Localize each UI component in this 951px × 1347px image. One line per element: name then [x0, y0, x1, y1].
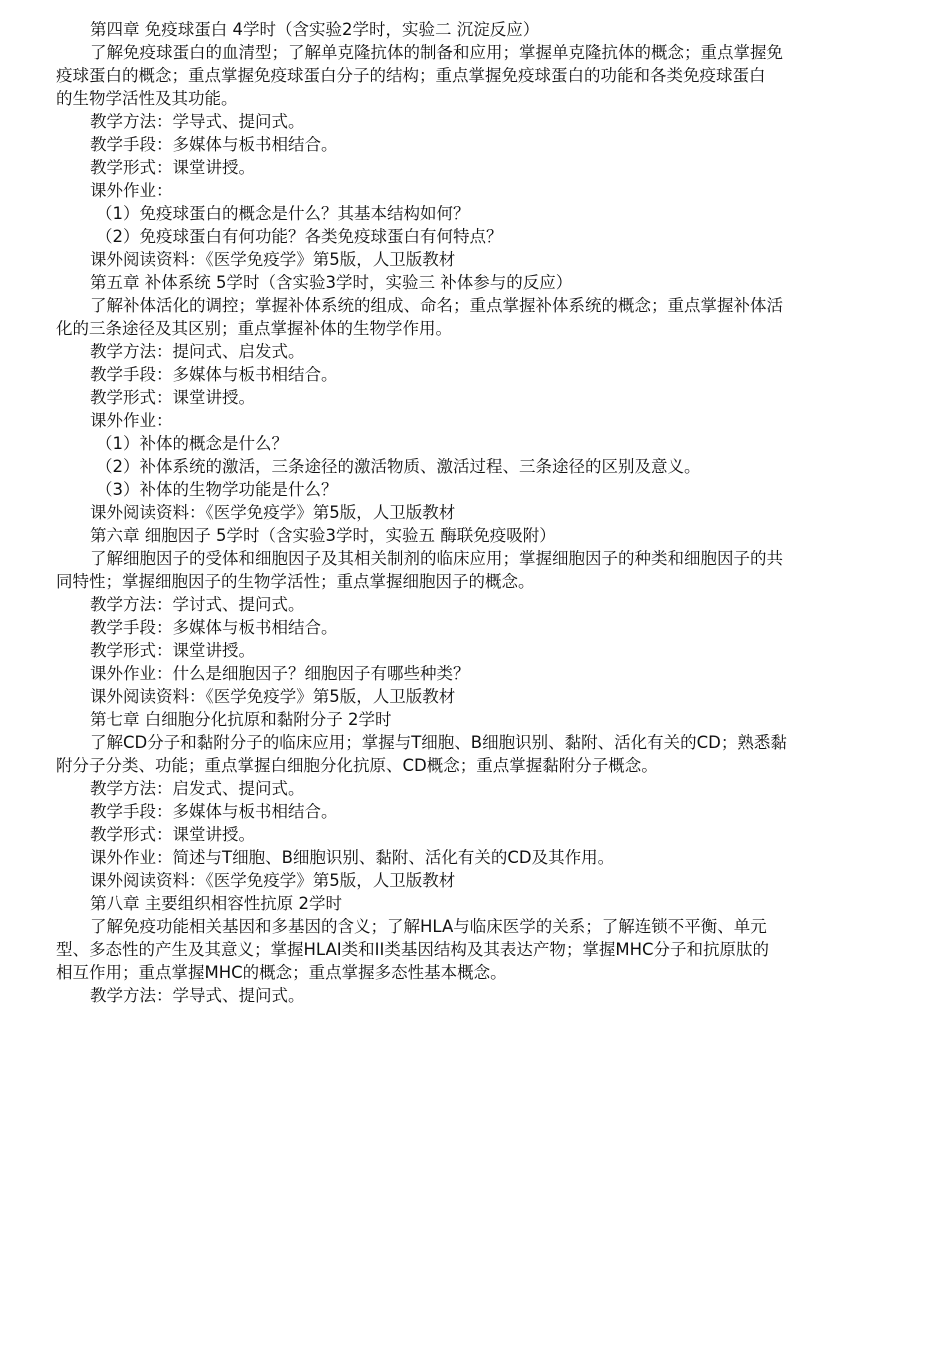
- text-line: 课外阅读资料：《医学免疫学》第5版，人卫版教材: [90, 250, 456, 269]
- text-line: 了解细胞因子的受体和细胞因子及其相关制剂的临床应用；掌握细胞因子的种类和细胞因子的共: [90, 549, 783, 568]
- text-line: 课外阅读资料：《医学免疫学》第5版，人卫版教材: [90, 503, 456, 522]
- text-line: 教学方法：学导式、提问式。: [90, 112, 305, 131]
- text-line: 课外作业：: [90, 181, 173, 200]
- text-line: 第四章 免疫球蛋白 4学时（含实验2学时，实验二 沉淀反应）: [90, 20, 540, 39]
- text-line: 教学手段：多媒体与板书相结合。: [90, 135, 338, 154]
- text-line: 教学手段：多媒体与板书相结合。: [90, 618, 338, 637]
- text-line: 第七章 白细胞分化抗原和黏附分子 2学时: [90, 710, 392, 729]
- text-line: 教学手段：多媒体与板书相结合。: [90, 802, 338, 821]
- text-line: 课外作业：简述与T细胞、B细胞识别、黏附、活化有关的CD及其作用。: [90, 848, 615, 867]
- text-line: 教学方法：启发式、提问式。: [90, 779, 305, 798]
- text-line: 课外作业：什么是细胞因子？细胞因子有哪些种类？: [90, 664, 470, 683]
- text-line: 型、多态性的产生及其意义；掌握HLAI类和II类基因结构及其表达产物；掌握MHC分子和抗原肽的: [56, 940, 770, 959]
- document-body: [56, 18, 902, 1007]
- text-line: 第六章 细胞因子 5学时（含实验3学时，实验五 酶联免疫吸附）: [90, 526, 556, 545]
- text-line: 疫球蛋白的概念；重点掌握免疫球蛋白分子的结构；重点掌握免疫球蛋白的功能和各类免疫球蛋白: [56, 66, 766, 85]
- text-line: 教学形式：课堂讲授。: [90, 388, 255, 407]
- text-line: 了解补体活化的调控；掌握补体系统的组成、命名；重点掌握补体系统的概念；重点掌握补体活: [90, 296, 783, 315]
- text-line: 教学方法：学导式、提问式。: [90, 986, 305, 1005]
- text-line: 课外阅读资料：《医学免疫学》第5版，人卫版教材: [90, 687, 456, 706]
- text-line: （2）补体系统的激活，三条途径的激活物质、激活过程、三条途径的区别及意义。: [96, 457, 701, 476]
- text-line: 了解免疫球蛋白的血清型；了解单克隆抗体的制备和应用；掌握单克隆抗体的概念；重点掌握免: [90, 43, 783, 62]
- text-line: 第五章 补体系统 5学时（含实验3学时，实验三 补体参与的反应）: [90, 273, 573, 292]
- text-line: （2）免疫球蛋白有何功能？各类免疫球蛋白有何特点？: [96, 227, 503, 246]
- text-line: （3）补体的生物学功能是什么？: [96, 480, 338, 499]
- text-line: （1）免疫球蛋白的概念是什么？其基本结构如何？: [96, 204, 470, 223]
- text-line: 课外阅读资料：《医学免疫学》第5版，人卫版教材: [90, 871, 456, 890]
- text-line: 教学手段：多媒体与板书相结合。: [90, 365, 338, 384]
- text-line: 相互作用；重点掌握MHC的概念；重点掌握多态性基本概念。: [56, 963, 507, 982]
- text-line: （1）补体的概念是什么？: [96, 434, 288, 453]
- text-line: 课外作业：: [90, 411, 173, 430]
- text-line: 教学方法：学讨式、提问式。: [90, 595, 305, 614]
- text-line: 第八章 主要组织相容性抗原 2学时: [90, 894, 342, 913]
- text-line: 了解免疫功能相关基因和多基因的含义；了解HLA与临床医学的关系；了解连锁不平衡、单元: [90, 917, 767, 936]
- text-line: 化的三条途径及其区别；重点掌握补体的生物学作用。: [56, 319, 452, 338]
- text-line: 同特性；掌握细胞因子的生物学活性；重点掌握细胞因子的概念。: [56, 572, 535, 591]
- text-line: 了解CD分子和黏附分子的临床应用；掌握与T细胞、B细胞识别、黏附、活化有关的CD；熟悉黏: [90, 733, 787, 752]
- text-line: 附分子分类、功能；重点掌握白细胞分化抗原、CD概念；重点掌握黏附分子概念。: [56, 756, 658, 775]
- text-line: 教学形式：课堂讲授。: [90, 825, 255, 844]
- text-line: 教学形式：课堂讲授。: [90, 641, 255, 660]
- text-line: 教学方法：提问式、启发式。: [90, 342, 305, 361]
- text-line: 教学形式：课堂讲授。: [90, 158, 255, 177]
- text-line: 的生物学活性及其功能。: [56, 89, 238, 108]
